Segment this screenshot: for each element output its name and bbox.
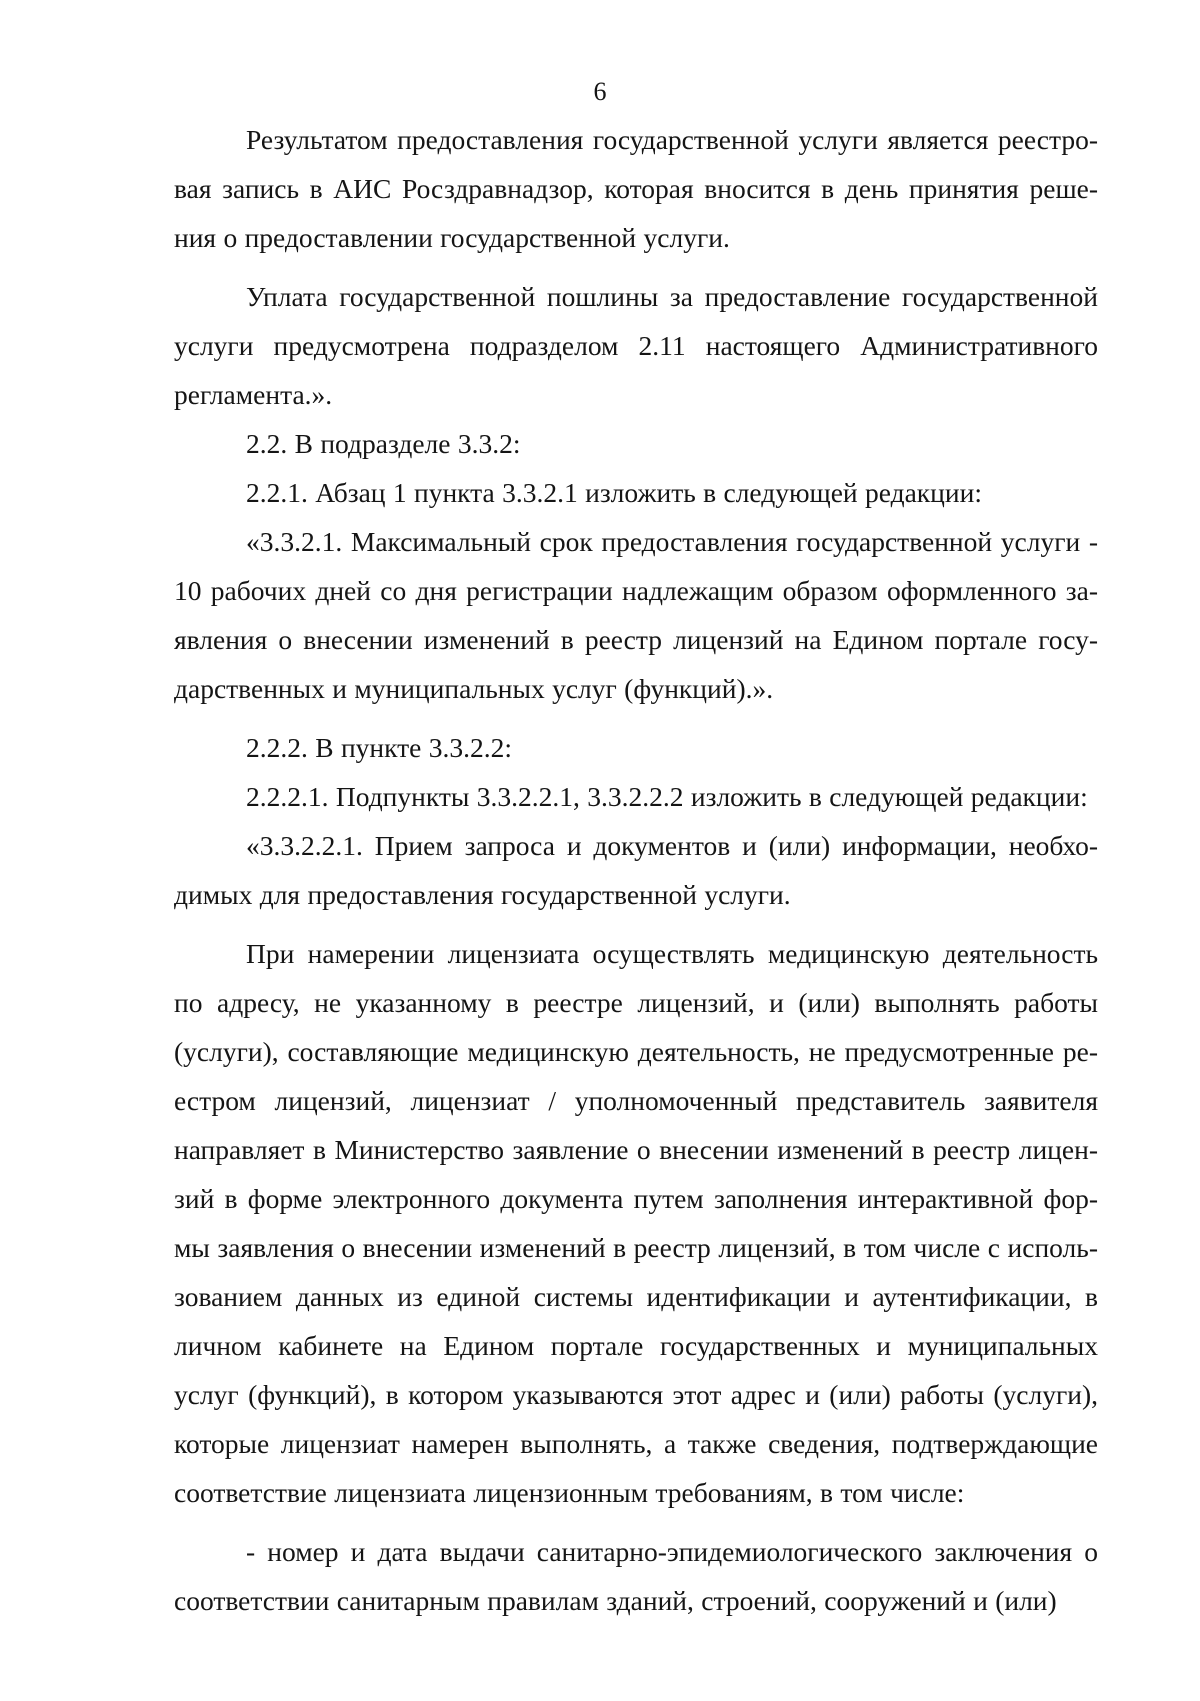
paragraph-2-2-2: 2.2.2. В пункте 3.3.2.2: xyxy=(246,732,513,763)
paragraph-state-fee: Уплата государственной пошлины за предоставление государственной услуги предусмотрена подразделом 2.11 настоящего Административного регламента.». xyxy=(174,281,1098,410)
list-item-sanitary-conclusion: - номер и дата выдачи санитарно-эпидемиологического заключения о соответствии санитарным правилам зданий, строений, сооружений и (или) xyxy=(174,1536,1098,1616)
paragraph-result: Результатом предоставления государственной услуги является реестровая запись в АИС Росздравнадзор, которая вносится в день принятия решения о предоставлении государственной услуги. xyxy=(174,124,1098,253)
paragraph-licensee-intent: При намерении лицензиата осуществлять медицинскую деятельность по адресу, не указанному в реестре лицензий, и (или) выполнять работы (услуги), составляющие медицинскую деятельность, не предусмотренные реестром лицензий, лицензиат / уполномоченный представитель заявителя направляет в Министерство заявление о внесении изменений в реестр лицензий в форме электронного документа путем заполнения интерактивной формы заявления о внесении изменений в реестр лицензий, в том числе с использованием данных из единой системы идентификации и аутентификации, в личном кабинете на Едином портале государственных и муниципальных услуг (функций), в котором указываются этот адрес и (или) работы (услуги), которые лицензиат намерен выполнять, а также сведения, подтверждающие соответствие лицензиата лицензионным требованиям, в том числе: xyxy=(174,938,1098,1508)
paragraph-3-3-2-1-quote: «3.3.2.1. Максимальный срок предоставления государственной услуги - 10 рабочих дней со дня регистрации надлежащим образом оформленного заявления о внесении изменений в реестр лицензий на Едином портале государственных и муниципальных услуг (функций).». xyxy=(174,526,1098,704)
document-body xyxy=(174,115,1098,1625)
paragraph-2-2-1: 2.2.1. Абзац 1 пункта 3.3.2.1 изложить в следующей редакции: xyxy=(246,477,982,508)
paragraph-subsection-3-3-2: 2.2. В подразделе 3.3.2: xyxy=(246,428,521,459)
paragraph-2-2-2-1: 2.2.2.1. Подпункты 3.3.2.2.1, 3.3.2.2.2 изложить в следующей редакции: xyxy=(246,781,1088,812)
page-number: 6 xyxy=(593,77,607,106)
paragraph-3-3-2-2-1-quote: «3.3.2.2.1. Прием запроса и документов и (или) информации, необходимых для предоставления государственной услуги. xyxy=(174,830,1098,910)
